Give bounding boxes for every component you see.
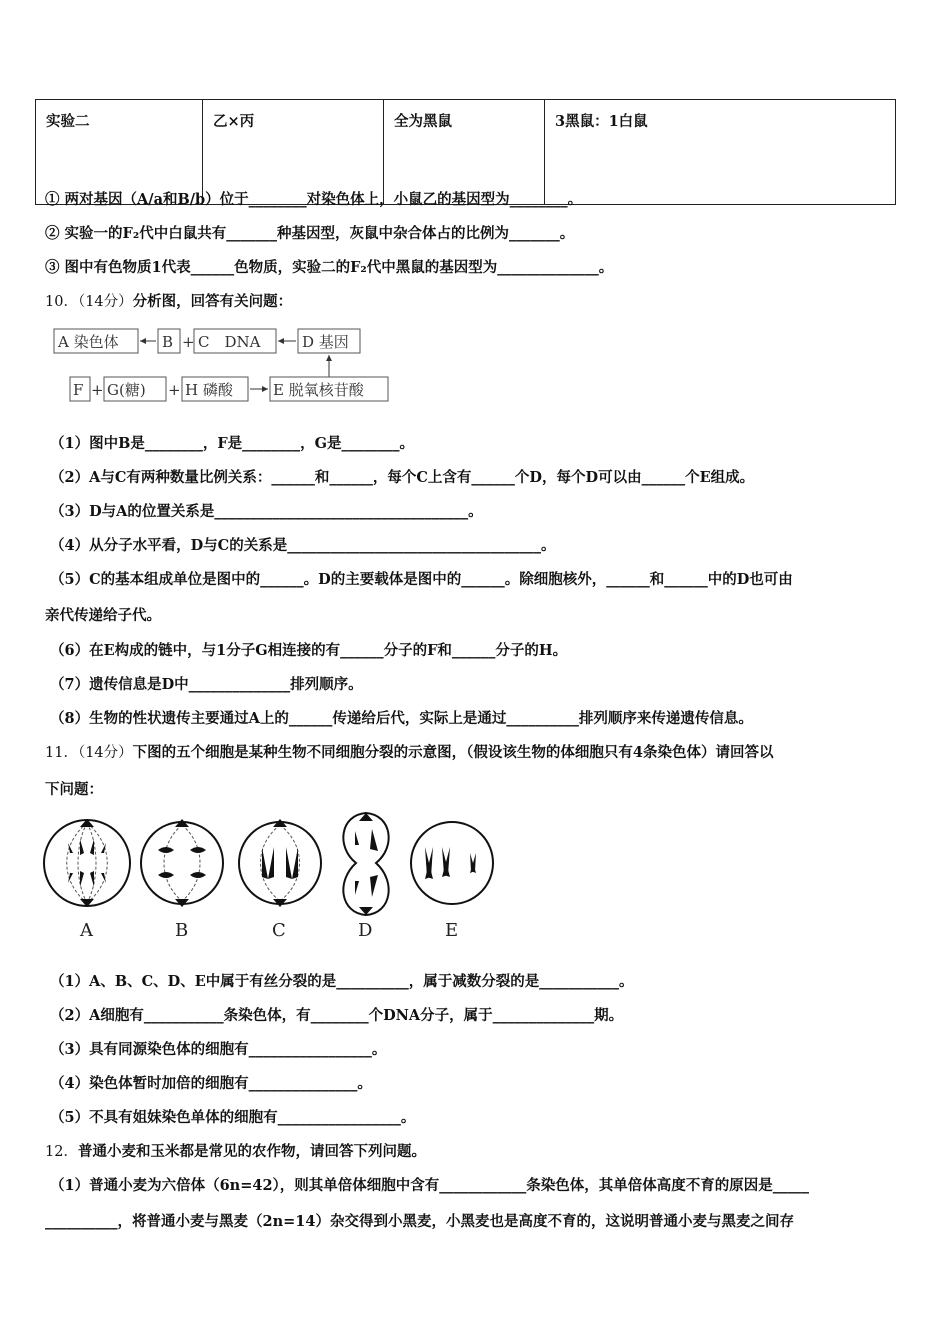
q11-title-cont: 下问题： — [45, 781, 103, 798]
question-text: 普通小麦和玉米都是常见的农作物，请回答下列问题。 — [77, 1143, 426, 1160]
box-b-label: B — [162, 333, 174, 351]
q12-title — [45, 1142, 426, 1162]
table-cell: 3黑鼠：1白鼠 — [545, 100, 896, 205]
q12-sub1-cont: __________，将普通小麦与黑麦（2n=14）杂交得到小黑麦，小黑麦也是高度不育的，这说明普通小麦与黑麦之间存 — [45, 1213, 794, 1230]
q11-sub5: （5）不具有姐妹染色单体的细胞有_________________。 — [50, 1109, 416, 1126]
cell-label: B — [175, 920, 189, 940]
cell-a — [44, 820, 130, 906]
q10-sub6: （6）在E构成的链中，与1分子G相连接的有______分子的F和______分子的H。 — [50, 642, 568, 659]
cell-e — [411, 822, 493, 904]
q9-line3: ③ 图中有色物质1代表______色物质，实验二的F₂代中黑鼠的基因型为______________。 — [45, 259, 614, 276]
question-number: 10．（14分） — [45, 294, 133, 310]
cell-label: D — [358, 920, 373, 940]
box-a-label: A 染色体 — [58, 333, 119, 351]
q11-sub3: （3）具有同源染色体的细胞有_________________。 — [50, 1041, 387, 1058]
q12-sub1: （1）普通小麦为六倍体（6n=42），则其单倍体细胞中含有____________条染色体，其单倍体高度不育的原因是_____ — [50, 1177, 810, 1194]
table-cell: 全为黑鼠 — [384, 100, 545, 205]
arrow-left-icon — [140, 338, 146, 344]
arrow-left-icon — [278, 338, 284, 344]
arrow-up-icon — [326, 355, 332, 361]
q10-sub7: （7）遗传信息是D中______________排列顺序。 — [50, 676, 363, 693]
box-g-label: G(糖) — [107, 381, 146, 399]
q11-title — [45, 743, 774, 763]
cell-label: E — [445, 920, 459, 940]
cell-label: C — [272, 920, 286, 940]
dna-relation-diagram — [48, 325, 393, 405]
box-f-label: F — [73, 381, 84, 399]
box-e-label: E 脱氧核苷酸 — [273, 381, 364, 399]
arrow-right-icon — [262, 386, 268, 392]
box-d-label: D 基因 — [302, 333, 349, 351]
q10-sub8: （8）生物的性状遗传主要通过A上的______传递给后代，实际上是通过__________排列顺序来传递遗传信息。 — [50, 710, 753, 727]
table-row — [36, 100, 896, 205]
question-text: 下图的五个细胞是某种生物不同细胞分裂的示意图，（假设该生物的体细胞只有4条染色体）请回答以 — [132, 744, 774, 761]
q10-sub4: （4）从分子水平看，D与C的关系是___________________________________。 — [50, 537, 556, 554]
cell-division-figure — [40, 805, 510, 940]
q10-sub5: （5）C的基本组成单位是图中的______。D的主要载体是图中的______。除细胞核外，______和______中的D也可由 — [50, 571, 793, 588]
q9-line2: ② 实验一的F₂代中白鼠共有_______种基因型，灰鼠中杂合体占的比例为_______。 — [45, 225, 575, 242]
table-cell: 实验二 — [36, 100, 203, 205]
cell-label: A — [80, 920, 93, 940]
plus-sign: + — [182, 333, 195, 351]
q9-line1: ① 两对基因（A/a和B/b）位于________对染色体上，小鼠乙的基因型为________。 — [45, 191, 583, 208]
plus-sign: + — [168, 381, 181, 399]
q10-sub5-cont: 亲代传递给子代。 — [45, 607, 161, 624]
q10-sub1: （1）图中B是________，F是________，G是________。 — [50, 435, 415, 452]
q11-sub1: （1）A、B、C、D、E中属于有丝分裂的是__________，属于减数分裂的是___________。 — [50, 973, 634, 990]
box-h-label: H 磷酸 — [185, 381, 233, 399]
question-number: 11．（14分） — [45, 745, 133, 761]
q10-sub3: （3）D与A的位置关系是___________________________________。 — [50, 503, 483, 520]
q10-sub2: （2）A与C有两种数量比例关系：______和______，每个C上含有______个D，每个D可以由______个E组成。 — [50, 469, 755, 486]
q11-sub4: （4）染色体暂时加倍的细胞有_______________。 — [50, 1075, 372, 1092]
plus-sign: + — [91, 381, 104, 399]
cell-c — [239, 822, 321, 904]
question-text: 分析图，回答有关问题： — [132, 293, 293, 310]
q11-sub2: （2）A细胞有___________条染色体，有________个DNA分子，属于______________期。 — [50, 1007, 624, 1024]
q10-title — [45, 292, 292, 312]
cell-b — [141, 822, 223, 904]
table-cell: 乙×丙 — [203, 100, 384, 205]
question-number: 12． — [45, 1144, 78, 1160]
box-c-label: C DNA — [198, 333, 261, 351]
cell-d — [343, 813, 388, 915]
